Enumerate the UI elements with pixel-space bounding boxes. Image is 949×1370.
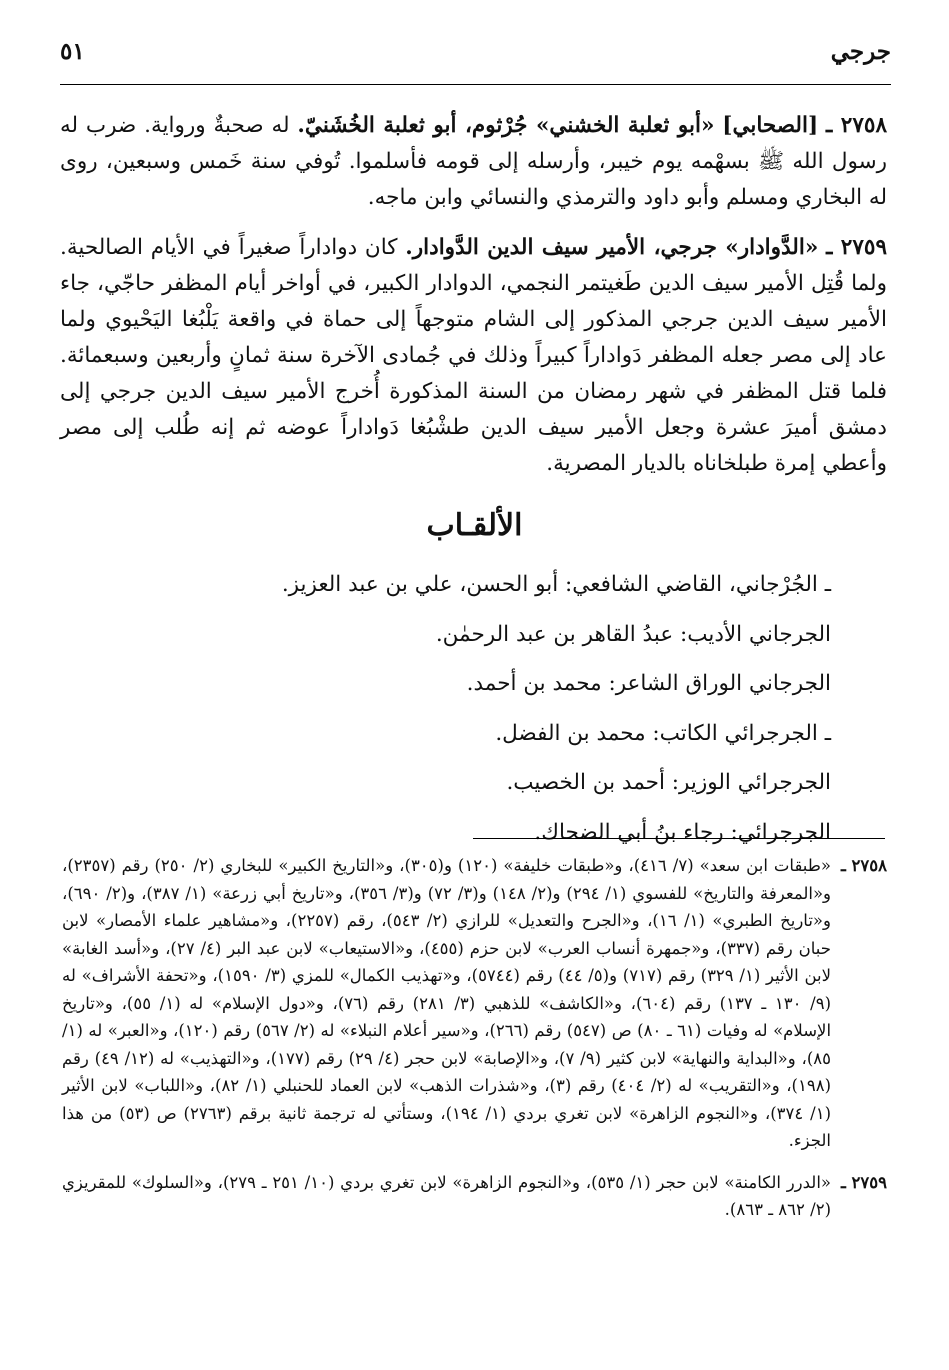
alqab-item: الجرجاني الوراق الشاعر: محمد بن أحمد.	[466, 671, 831, 696]
entry-heading: «أبو ثعلبة الخشني» جُرْثوم، أبو ثعلبة الخُشَنيّ.	[297, 113, 715, 138]
alqab-list	[100, 560, 831, 857]
entry-number: ٢٧٥٨ ـ	[825, 113, 887, 138]
alqab-item: الجرجرائي: رجاء بنُ أبي الضحاك.	[534, 819, 831, 845]
entry-2758	[60, 108, 887, 216]
main-text	[60, 108, 887, 496]
alqab-item: ـ الجرجرائي الكاتب: محمد بن الفضل.	[495, 720, 831, 746]
entry-tag: [الصحابي]	[722, 113, 819, 138]
footnote-divider	[473, 838, 885, 839]
footnote-number: ٢٧٥٨ ـ	[840, 856, 887, 875]
footnote-2759	[62, 1169, 887, 1224]
footnote-text: «الدرر الكامنة» لابن حجر (١/ ٥٣٥)، و«النجوم الزاهرة» لابن تغري بردي (١٠/ ٢٥١ ـ ٢٧٩)، و«السلوك» للمقريزي (٢/ ٨٦٢ ـ ٨٦٣).	[62, 1172, 832, 1219]
running-title: جرجي	[830, 38, 891, 65]
alqab-item: ـ الجُرْجاني، القاضي الشافعي: أبو الحسن، علي بن عبد العزيز.	[281, 572, 831, 597]
entry-heading: «الدَّوادار» جرجي، الأمير سيف الدين الدَّوادار.	[405, 235, 819, 260]
footnote-2758	[62, 852, 887, 1155]
footnote-number: ٢٧٥٩ ـ	[840, 1172, 887, 1192]
alqab-item: الجرجاني الأديب: عبدُ القاهر بن عبد الرحمٰن.	[435, 621, 831, 647]
footnote-text: «طبقات ابن سعد» (٧/ ٤١٦)، و«طبقات خليفة» (١٢٠) و(٣٠٥)، و«التاريخ الكبير» للبخاري (٢/ ٢٥٠) رقم (٢٣٥٧)، و«المعرفة والتاريخ» للفسوي (١/ ٢٩٤) و(٢/ ١٤٨) و(٣/ ٧٢) و(٣/ ٣٥٦)، و«تاريخ أبي زرعة» (١/ ٣٨٧)، و(٢/ ٦٩٠)، و«تاريخ الطبري» (١/ ١٦)، و«الجرح والتعديل» للرازي (٢/ ٥٤٣)، رقم (٢٢٥٧)، و«مشاهير علماء الأمصار» لابن حبان رقم (٣٣٧)، و«جمهرة أنساب العرب» لابن حزم (٤٥٥)، و«الاستيعاب» لابن عبد البر (٤/ ٢٧)، و«أسد الغابة» لابن الأثير (١/ ٣٢٩) رقم (٧١٧) و(٥/ ٤٤) رقم (٥٧٤٤)، و«تهذيب الكمال» للمزي (٣/ ١٥٩٠)، و«تحفة الأشراف» له (٩/ ١٣٠ ـ ١٣٧) رقم (٦٠٤)، و«الكاشف» للذهبي (٣/ ٢٨١) رقم (٧٦)، و«دول الإسلام» له (١/ ٥٥)، و«تاريخ الإسلام» له وفيات (٦١ ـ ٨٠) ص (٥٤٧) رقم (٢٦٦)، و«سير أعلام النبلاء» له (٢/ ٥٦٧) رقم (١٢٠)، و«العبر» له (١/ ٨٥)، و«البداية والنهاية» لابن كثير (٩/ ٧)، و«الإصابة» لابن حجر (٤/ ٢٩) رقم (١٧٧)، و«التهذيب» له (١٢/ ٤٩) رقم (١٩٨)، و«التقريب» له (٢/ ٤٠٤) رقم (٣)، و«شذرات الذهب» لابن العماد للحنبلي (١/ ٨٢)، و«اللباب» لابن الأثير (١/ ٣٧٤)، و«النجوم الزاهرة» لابن تغري بردي (١/ ١٩٤)، وستأتي له ترجمة ثانية برقم (٢٧٦٣) ص (٥٣) من هذا الجزء.	[62, 856, 832, 1150]
alqab-item: الجرجرائي الوزير: أحمد بن الخصيب.	[506, 770, 831, 795]
entry-2759	[60, 230, 887, 482]
footnotes	[62, 852, 887, 1238]
section-title: الألقـاب	[426, 508, 523, 543]
entry-number: ٢٧٥٩ ـ	[826, 235, 887, 260]
page-header	[60, 34, 891, 85]
entry-text: له صحبةٌ ورواية. ضرب له رسول الله ﷺ بسهْمه يوم خيبر، وأرسله إلى قومه فأسلموا. تُوفي سنة خَمس وسبعين، روى له البخاري ومسلم وأبو داود والترمذي والنسائي وابن ماجه.	[60, 113, 887, 210]
entry-text: كان دواداراً صغيراً في الأيام الصالحية. ولما قُتِل الأمير سيف الدين طَغيتمر النجمي، الدوادار الكبير، في أواخر أيام المظفر حاجّي، جاء الأمير سيف الدين جرجي المذكور إلى الشام متوجهاً إلى حماة في واقعة يَلْبُغا اليَحْيوي ولما عاد إلى مصر جعله المظفر دَواداراً كبيراً وذلك في جُمادى الآخرة سنة ثمانٍ وأربعين وسبعمائة. فلما قتل المظفر في شهر رمضان من السنة المذكورة أُخرج الأمير سيف الدين جرجي إلى دمشق أميرَ عشرة وجعل الأمير سيف الدين طشْبُغا دَواداراً عوضه ثم إنه طُلب إلى مصر وأعطي إمرة طبلخاناه بالديار المصرية.	[60, 235, 887, 476]
page-number: ٥١	[60, 38, 85, 65]
